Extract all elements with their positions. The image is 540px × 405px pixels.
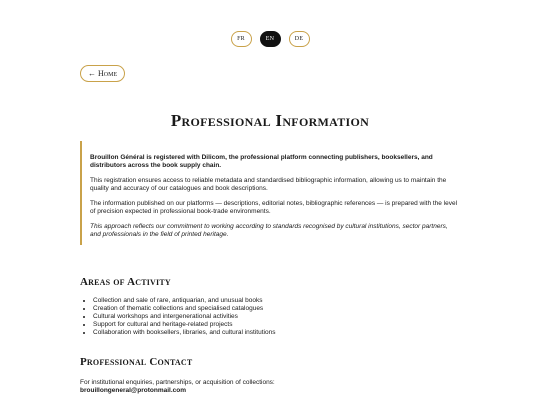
intro-paragraph-1: This registration ensures access to reliable metadata and standardised bibliographic information, allowing us to maintain the quality and accuracy of our catalogues and book descriptions. bbox=[90, 177, 447, 192]
arrow-left-icon: ← bbox=[88, 69, 96, 78]
contact-heading: Professional Contact bbox=[80, 356, 193, 368]
list-item: • Collection and sale of rare, antiquarian, and unusual books bbox=[93, 297, 275, 305]
contact-section bbox=[80, 379, 275, 395]
contact-description: For institutional enquiries, partnerships, or acquisition of collections: bbox=[80, 379, 275, 386]
list-item: • Cultural workshops and intergenerational activities bbox=[93, 313, 275, 321]
language-switcher bbox=[0, 31, 540, 47]
home-button[interactable] bbox=[80, 65, 125, 82]
intro-lead: Brouillon Général is registered with Dilicom, the professional platform connecting publishers, booksellers, and distributors across the book supply chain. bbox=[90, 154, 433, 169]
lang-de-button[interactable]: DE bbox=[289, 31, 310, 47]
home-label: Home bbox=[98, 69, 118, 78]
list-item: • Support for cultural and heritage-related projects bbox=[93, 321, 275, 329]
intro-note: This approach reflects our commitment to working according to standards recognised by cultural institutions, sector partners, and professionals in the field of printed heritage. bbox=[90, 223, 448, 238]
page-title: Professional Information bbox=[170, 111, 370, 130]
list-item: • Creation of thematic collections and specialised catalogues bbox=[93, 305, 275, 313]
intro-section bbox=[80, 141, 460, 245]
list-item: • Collaboration with booksellers, libraries, and cultural institutions bbox=[93, 329, 275, 337]
intro-paragraph-2: The information published on our platforms — descriptions, editorial notes, bibliographic references — is prepared with the level of precision expected in professional book-trade environments. bbox=[90, 200, 458, 215]
contact-email-link[interactable]: brouillongeneral@protonmail.com bbox=[80, 387, 187, 394]
activities-list bbox=[80, 297, 275, 337]
lang-en-button[interactable]: EN bbox=[260, 31, 281, 47]
activities-heading: Areas of Activity bbox=[80, 276, 171, 288]
lang-fr-button[interactable]: FR bbox=[231, 31, 252, 47]
